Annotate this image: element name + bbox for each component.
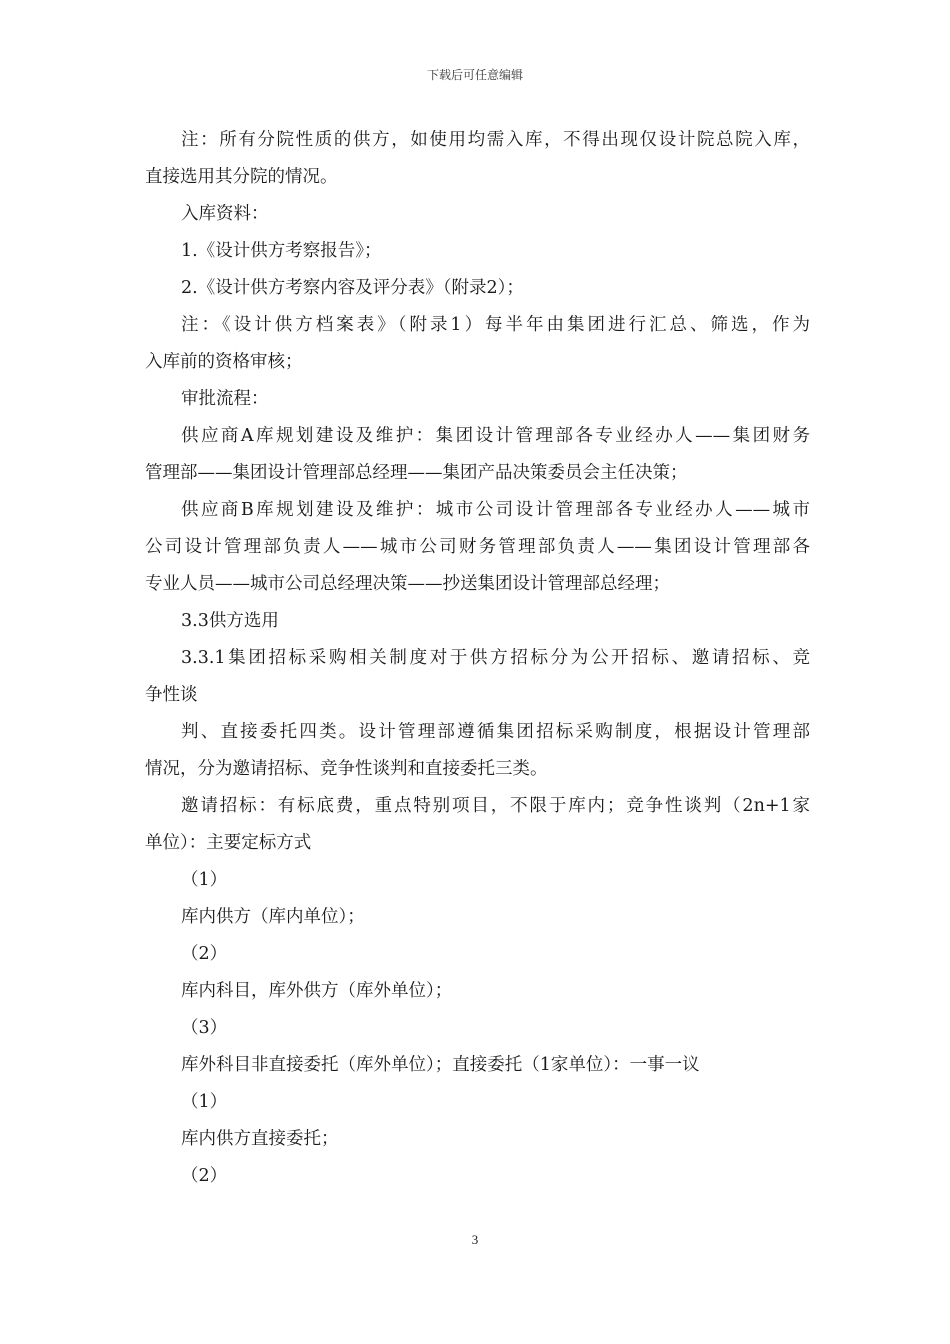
text-line: 3.3.1集团招标采购相关制度对于供方招标分为公开招标、邀请招标、竞 (181, 648, 810, 668)
document-body (145, 122, 810, 1195)
page-header: 下载后可任意编辑 (426, 68, 523, 82)
text-line: 库外科目非直接委托（库外单位）；直接委托（1家单位）：一事一议 (181, 1055, 700, 1075)
text-line: 2.《设计供方考察内容及评分表》（附录2）； (181, 278, 524, 298)
text-line: 库内供方直接委托； (181, 1129, 339, 1149)
page-number: 3 (471, 1232, 479, 1247)
text-line: 情况，分为邀请招标、竞争性谈判和直接委托三类。 (145, 759, 548, 779)
text-line: （1） (181, 870, 228, 890)
text-line: 供应商B库规划建设及维护：城市公司设计管理部各专业经办人——城市 (181, 500, 810, 520)
text-line: 3.3供方选用 (181, 611, 279, 631)
text-line: 1.《设计供方考察报告》； (181, 241, 382, 261)
text-line: 入库资料： (181, 204, 269, 224)
text-line: （2） (181, 1166, 228, 1186)
text-line: 专业人员——城市公司总经理决策——抄送集团设计管理部总经理； (145, 574, 670, 594)
text-line: 审批流程： (181, 389, 269, 409)
text-line: 判、直接委托四类。设计管理部遵循集团招标采购制度，根据设计管理部 (181, 722, 810, 742)
text-line: （3） (181, 1018, 228, 1038)
text-line: 公司设计管理部负责人——城市公司财务管理部负责人——集团设计管理部各 (145, 537, 810, 557)
text-line: 邀请招标：有标底费，重点特别项目，不限于库内；竞争性谈判（2n+1家 (181, 796, 810, 816)
text-line: 单位）：主要定标方式 (145, 833, 312, 853)
text-line: 管理部——集团设计管理部总经理——集团产品决策委员会主任决策； (145, 463, 688, 483)
text-line: 库内供方（库内单位）； (181, 907, 365, 927)
text-line: （2） (181, 944, 228, 964)
text-line: 入库前的资格审核； (145, 352, 303, 372)
text-line: 直接选用其分院的情况。 (145, 167, 338, 187)
text-line: 争性谈 (145, 685, 198, 705)
text-line: （1） (181, 1092, 228, 1112)
text-line: 注：《设计供方档案表》（附录1）每半年由集团进行汇总、筛选，作为 (181, 315, 810, 335)
text-line: 供应商A库规划建设及维护：集团设计管理部各专业经办人——集团财务 (181, 426, 810, 446)
text-line: 库内科目，库外供方（库外单位）； (181, 981, 453, 1001)
text-line: 注：所有分院性质的供方，如使用均需入库，不得出现仅设计院总院入库， (181, 130, 810, 150)
